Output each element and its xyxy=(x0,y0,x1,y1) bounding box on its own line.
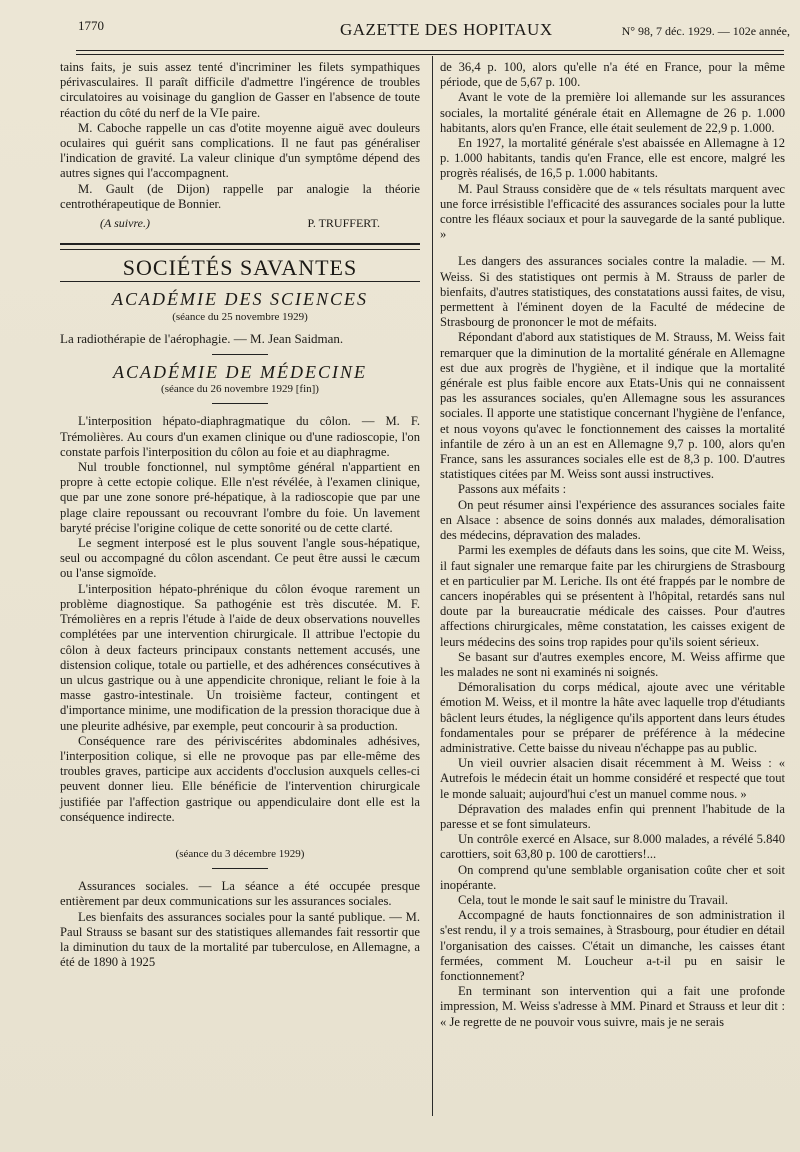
paragraph: Avant le vote de la première loi allemande sur les assurances sociales, la mortalité générale était en Allemagne de 26 p. 1.000 habitants, alors qu'en France, elle était seulement de 22,9 p. 1.000. xyxy=(440,90,785,135)
paragraph: L'interposition hépato-phrénique du côlon évoque rarement un problème diagnostique. Sa pathogénie est très discutée. M. F. Trémolières en a repris l'étude à l'aide de deux observations nouvelles complétées par une intervention chirurgicale. Il attribue l'ectopie du côlon à deux facteurs principaux constants nettement accusés, une distension colique, totale ou partielle, et des adhérences consécutives à un ulcus gastrique ou à une appendicite chronique, reliant le foie à la masse gastro-intestinale. Un troisième facteur, contingent et d'importance minime, une modification de la pression thoracique due à une pleurite adhésive, par exemple, peut concourir à sa production. xyxy=(60,581,420,733)
paragraph: Cela, tout le monde le sait sauf le ministre du Travail. xyxy=(458,892,729,907)
issue-info: N° 98, 7 déc. 1929. — 102e année, xyxy=(621,24,790,38)
divider xyxy=(212,403,268,404)
paragraph: Répondant d'abord aux statistiques de M. Strauss, M. Weiss fait remarquer que la diminution de la mortalité générale en Allemagne est due aux progrès de l'hygiène, et il indique que la mortalité générale est plus faible encore aux Etats-Unis qui ne connaissent pas les assurances sociales, qu'en Allemagne sous les assurances sociales. Il apporte une statistique concernant l'hygiène de l'enfance, et nous voyons qu'avec le fonctionnement des caisses la mortalité infantile de zéro à un an est en Allemagne 9,7 p. 100, alors qu'en France, sans les assurances sociales elle est de 8,3 p. 100. D'autres statistiques citées par M. Weiss sont aussi instructives. xyxy=(440,330,785,482)
divider xyxy=(212,354,268,355)
paragraph: Nul trouble fonctionnel, nul symptôme général n'appartient en propre à cette ectopie colique. Elle n'est révélée, à l'examen clinique, que par une zone sonore pré-hépatique, à la radioscopie que par une plage claire repoussant ou recouvrant l'ombre du foie. Un lavement baryté précise l'origine colique de cette sonorité ou de cette clarté. xyxy=(60,460,420,535)
paragraph: Conséquence rare des périviscérites abdominales adhésives, l'interposition colique, si elle ne provoque pas par elle-même des troubles graves, participe aux accidents d'occlusion auxquels celles-ci peuvent donner lieu. Elle bénéficie de l'intervention chirurgicale justifiée par l'affection gastrique ou appendiculaire dont elle est la conséquence indirecte. xyxy=(60,733,420,824)
paragraph: On peut résumer ainsi l'expérience des assurances sociales faite en Alsace : absence de soins donnés aux malades, démoralisation des médecins, dépravation des malades. xyxy=(440,497,785,543)
newspaper-title: GAZETTE DES HOPITAUX xyxy=(340,20,553,39)
academy-heading: ACADÉMIE DES SCIENCES xyxy=(112,289,368,310)
section-rule xyxy=(60,243,420,250)
paragraph: Parmi les exemples de défauts dans les soins, que cite M. Weiss, il faut signaler une remarque faite par les chirurgiens de Strasbourg et en particulier par M. Leriche. Ils ont été frappés par le nombre de cancers inopérables qui se présentent à l'hôpital, retardés sans nul doute par la bureaucratie médicale des caisses. Pour d'autres affections chirurgicales, même constatation, les caisses exigent de leurs médecins des soins trop rapides pour qu'ils soient sérieux. xyxy=(440,543,785,649)
signature-line xyxy=(60,216,420,231)
paragraph: M. Paul Strauss considère que de « tels résultats marquent avec une force irrésistible l'efficacité des assurances sociales pour la lutte contre les fléaux sociaux et pour la sauvegarde de la santé publique. » xyxy=(440,181,785,242)
section-title: SOCIÉTÉS SAVANTES xyxy=(122,255,358,281)
column-divider xyxy=(432,56,433,1116)
paragraph: On comprend qu'une semblable organisation coûte cher et soit inopérante. xyxy=(440,862,785,892)
paragraph: En 1927, la mortalité générale s'est abaissée en Allemagne à 12 p. 1.000 habitants, tandis qu'en France, elle est encore, malgré les progrès réalisés, de 16,5 p. 1.000 habitants. xyxy=(440,136,785,181)
section-rule xyxy=(60,281,420,282)
academy-heading: ACADÉMIE DE MÉDECINE xyxy=(113,362,367,383)
paragraph: Passons aux méfaits : xyxy=(458,482,567,497)
paragraph: Les bienfaits des assurances sociales pour la santé publique. — M. Paul Strauss se basant sur des statistiques allemandes fait ressortir que la diminution du taux de la mortalité par tuberculose, en Allemagne, a été de 1890 à 1925 xyxy=(60,909,420,970)
left-column xyxy=(60,60,420,970)
session-date: (séance du 26 novembre 1929 [fin]) xyxy=(161,383,319,396)
page-header xyxy=(50,10,790,42)
paragraph: L'interposition hépato-diaphragmatique du côlon. — M. F. Trémolières. Au cours d'un examen clinique ou d'une radioscopie, l'on constate parfois l'interposition du côlon au foie et au diaphragme. xyxy=(60,414,420,459)
paragraph: tains faits, je suis assez tenté d'incriminer les filets sympathiques périvasculaires. Il paraît difficile d'admettre l'ingérence de troubles circulatoires au voisinage du ganglion de Gasser en l'absence de toute réaction du côté du nerf de la VIe paire. xyxy=(60,60,420,120)
right-column xyxy=(440,60,785,1030)
divider xyxy=(212,868,268,869)
to-be-continued: (A suivre.) xyxy=(100,216,150,231)
page-number: 1770 xyxy=(78,18,104,33)
author-signature: P. TRUFFERT. xyxy=(307,216,380,231)
paragraph: Le segment interposé est le plus souvent l'angle sous-hépatique, seul ou accompagné du côlon ascendant. Ce peut être aussi le cæcum ou l'anse sigmoïde. xyxy=(60,536,420,581)
paragraph: M. Gault (de Dijon) rappelle par analogie la théorie centrothérapeutique de Bonnier. xyxy=(60,181,420,211)
paragraph: Assurances sociales. — La séance a été occupée presque entièrement par deux communications sur les assurances sociales. xyxy=(60,879,420,909)
paragraph: Dépravation des malades enfin qui prennent l'habitude de la paresse et se font simulateurs. xyxy=(440,801,785,831)
paragraph: M. Caboche rappelle un cas d'otite moyenne aiguë avec douleurs oculaires qui guérit sans complications. Il ne faut pas généraliser l'indication de gravité. La valeur clinique d'un symptôme dépend des autres signes qui l'accompagnent. xyxy=(60,120,420,181)
paragraph: Un vieil ouvrier alsacien disait récemment à M. Weiss : « Autrefois le médecin était un homme considéré et respecté que tout le monde saluait; aujourd'hui c'est un manuel comme nous. » xyxy=(440,756,785,801)
paragraph: Démoralisation du corps médical, ajoute avec une véritable émotion M. Weiss, et il montre la hâte avec laquelle trop d'étudiants bâclent leurs études, la négligence qu'ils apportent dans leurs études fondamentales pour se préparer de préférence à la médecine administrative. Cette baisse du niveau n'échappe pas au public. xyxy=(440,680,785,755)
paragraph: En terminant son intervention qui a fait une profonde impression, M. Weiss s'adresse à MM. Pinard et Strauss et leur dit : « Je regrette de ne pouvoir vous suivre, mais je ne serais xyxy=(440,984,785,1029)
paragraph: Les dangers des assurances sociales contre la maladie. — M. Weiss. Si des statistiques ont permis à M. Strauss de parler de bienfaits, d'autres statistiques, des constatations aussi faites, de visu, permettent à l'éminent doyen de la Faculté de médecine de Strasbourg de prononcer le mot de méfaits. xyxy=(440,254,785,330)
session-date: (séance du 3 décembre 1929) xyxy=(175,847,305,860)
paragraph: Se basant sur d'autres exemples encore, M. Weiss affirme que les malades ne sont ni examinés ni soignés. xyxy=(440,649,785,679)
paragraph: Un contrôle exercé en Alsace, sur 8.000 malades, a révélé 5.840 carottiers, soit 63,80 p. 100 de carottiers!... xyxy=(440,832,785,862)
subheading: La radiothérapie de l'aérophagie. — M. Jean Saidman. xyxy=(60,330,344,346)
session-date: (séance du 25 novembre 1929) xyxy=(172,310,308,323)
paragraph: de 36,4 p. 100, alors qu'elle n'a été en France, pour la même période, que de 5,67 p. 100. xyxy=(440,60,785,90)
header-rule xyxy=(76,50,784,55)
paragraph: Accompagné de hauts fonctionnaires de son administration il s'est rendu, il y a trois semaines, à Strasbourg, pour étudier en détail l'organisation des caisses. C'était un dimanche, les caisses étant fermées, comment M. Loucheur a-t-il pu en saisir le fonctionnement? xyxy=(440,908,785,983)
